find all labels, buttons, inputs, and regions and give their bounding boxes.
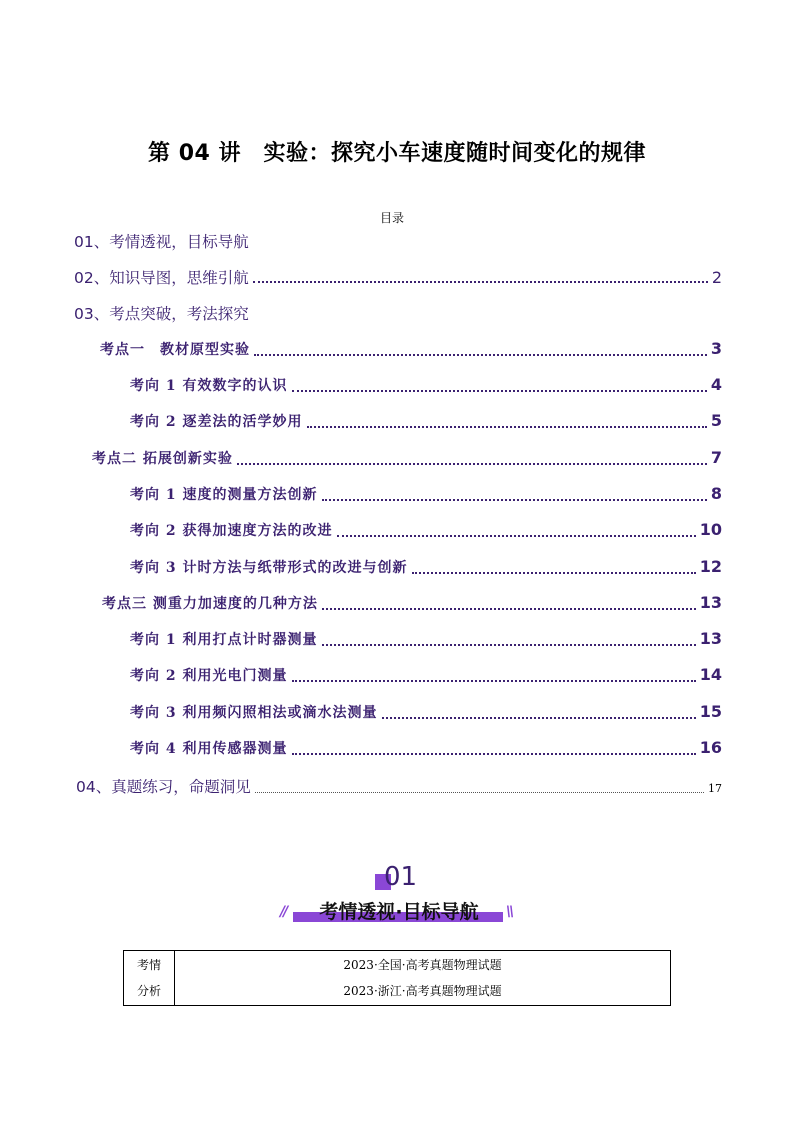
exam-reference: 2023·浙江·高考真题物理试题 (343, 984, 502, 998)
toc-leader-dots (322, 499, 707, 501)
toc-entry-label: 考向 2 利用光电门测量 (130, 668, 288, 684)
toc-entry-label: 考点二 拓展创新实验 (92, 451, 233, 467)
toc-entry-page: 17 (708, 782, 722, 795)
toc-entry-page: 14 (699, 665, 722, 684)
toc-leader-dots (322, 644, 696, 646)
analysis-table-header (124, 951, 175, 1006)
toc-entry-label: 考向 1 利用打点计时器测量 (130, 632, 318, 648)
exam-reference: 2023·全国·高考真题物理试题 (343, 958, 502, 972)
toc-entry-page: 2 (711, 268, 722, 287)
toc-entry-label: 考向 2 逐差法的活学妙用 (130, 414, 303, 430)
toc-entry-label: 考向 3 利用频闪照相法或滴水法测量 (130, 705, 378, 721)
slash-decoration-icon: // (280, 904, 287, 920)
badge-number: 01 (384, 862, 418, 892)
analysis-table (123, 950, 671, 1006)
toc-entry-label: 考向 2 获得加速度方法的改进 (130, 523, 333, 539)
toc-entry[interactable] (74, 302, 722, 324)
toc-leader-dots (322, 608, 696, 610)
backslash-decoration-icon: \\ (506, 904, 513, 920)
toc-entry[interactable] (130, 702, 722, 724)
page-title: 第 04 讲 实验：探究小车速度随时间变化的规律 (148, 141, 646, 166)
toc-entry-page: 12 (699, 557, 722, 576)
toc-entry-label: 考向 1 速度的测量方法创新 (130, 487, 318, 503)
toc-entry-label: 01、考情透视，目标导航 (74, 233, 249, 251)
toc-entry-label: 02、知识导图，思维引航 (74, 269, 249, 287)
toc-entry[interactable] (130, 629, 722, 651)
toc-entry-page: 13 (699, 593, 722, 612)
toc-leader-dots (253, 281, 708, 283)
analysis-table-body (175, 951, 671, 1006)
toc-entry-label: 03、考点突破，考法探究 (74, 305, 249, 323)
toc-entry[interactable] (130, 738, 722, 760)
toc-entry[interactable] (130, 520, 722, 542)
toc-entry[interactable] (74, 230, 722, 252)
toc-entry-label: 考点一 教材原型实验 (100, 342, 250, 358)
toc-leader-dots (255, 792, 704, 793)
toc-entry-page: 8 (710, 484, 722, 503)
toc-leader-dots (412, 572, 696, 574)
toc-entry-label: 考向 3 计时方法与纸带形式的改进与创新 (130, 560, 408, 576)
toc-entry[interactable] (76, 775, 722, 797)
badge-title: 考情透视·目标导航 (319, 901, 479, 923)
toc-entry-page: 7 (710, 448, 722, 467)
toc-entry-page: 13 (699, 629, 722, 648)
header-line: 分析 (136, 984, 161, 998)
toc-entry[interactable] (100, 339, 722, 361)
toc-entry[interactable] (74, 266, 722, 288)
toc-entry-page: 5 (710, 411, 722, 430)
toc-entry-page: 15 (699, 702, 722, 721)
toc-entry[interactable] (130, 484, 722, 506)
toc-entry[interactable] (102, 593, 722, 615)
toc-entry[interactable] (130, 665, 722, 687)
toc-entry-label: 考点三 测重力加速度的几种方法 (102, 596, 318, 612)
toc-entry[interactable] (130, 557, 722, 579)
toc-leader-dots (307, 426, 707, 428)
toc-leader-dots (237, 463, 707, 465)
toc-entry-page: 4 (710, 375, 722, 394)
toc-entry-page: 16 (699, 738, 722, 757)
toc-entry-label: 考向 4 利用传感器测量 (130, 741, 288, 757)
header-line: 考情 (136, 958, 161, 972)
toc-leader-dots (292, 390, 707, 392)
toc-leader-dots (292, 753, 696, 755)
toc-leader-dots (254, 354, 707, 356)
toc-entry-label: 04、真题练习，命题洞见 (76, 778, 251, 796)
toc-entry[interactable] (130, 411, 722, 433)
toc-entry[interactable] (130, 375, 722, 397)
toc-leader-dots (292, 680, 696, 682)
toc-entry[interactable] (92, 448, 722, 470)
toc-leader-dots (337, 535, 696, 537)
toc-entry-page: 10 (699, 520, 722, 539)
toc-leader-dots (382, 717, 696, 719)
toc-heading: 目录 (379, 211, 404, 225)
toc-entry-label: 考向 1 有效数字的认识 (130, 378, 288, 394)
toc-entry-page: 3 (710, 339, 722, 358)
